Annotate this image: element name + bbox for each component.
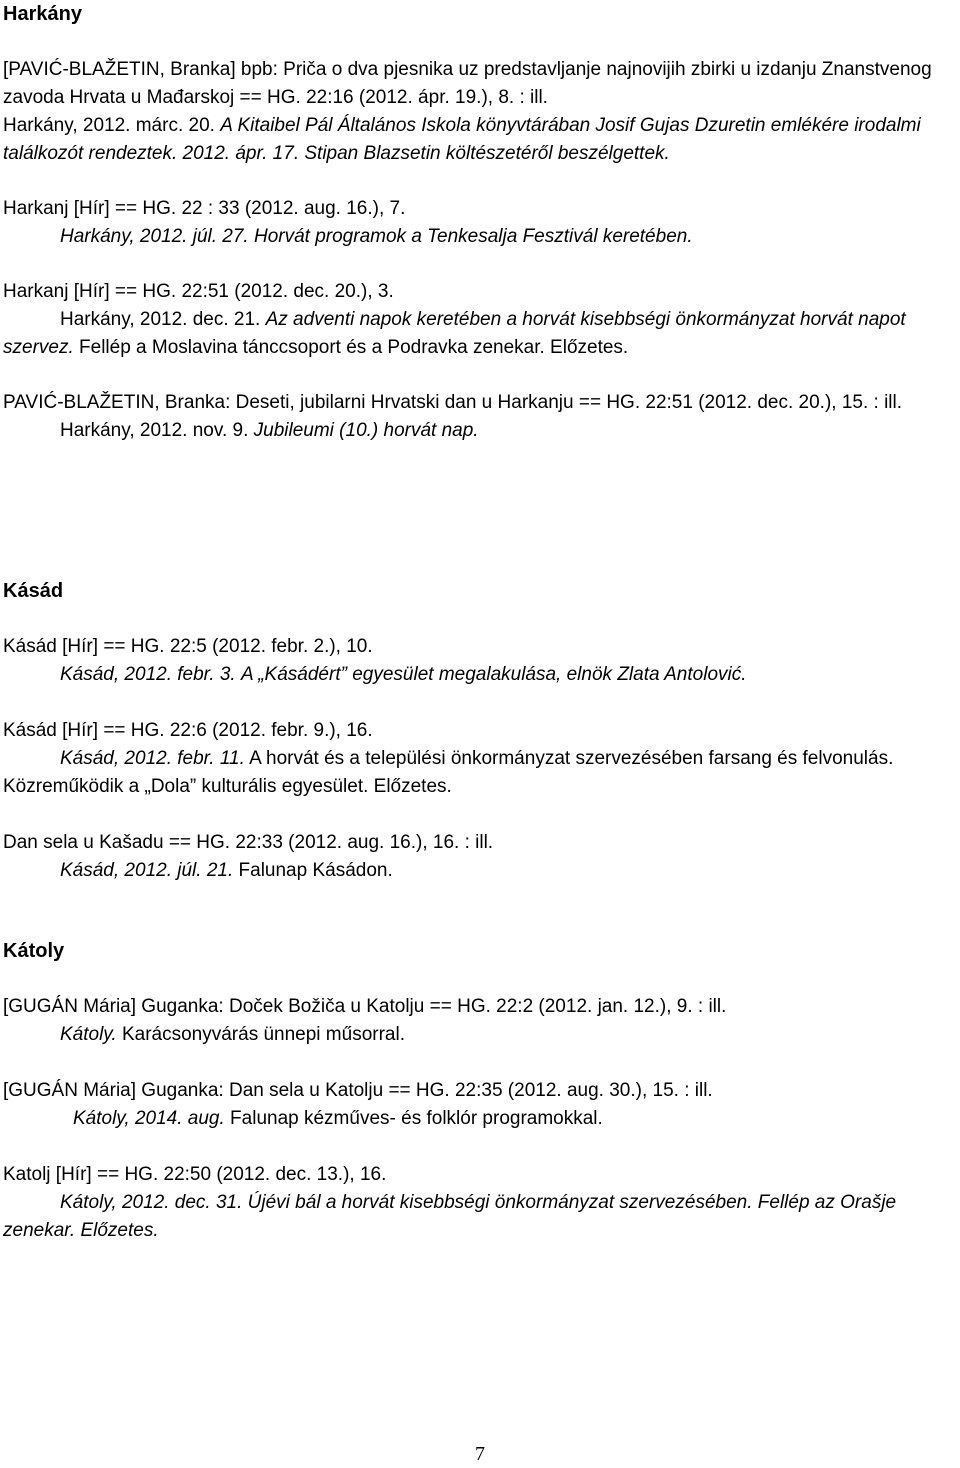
entry-annotation [3,857,953,885]
entry-citation: PAVIĆ-BLAŽETIN, Branka: Deseti, jubilarni Hrvatski dan u Harkanju == HG. 22:51 (2012. dec. 20.), 15. : ill. [3,392,903,413]
annotation-text: A horvát és a települési önkormányzat szervezésében farsang és felvonulás. Közreműködik a „Dola” kulturális egyesület. Előzetes. [3,748,894,797]
bibliography-entry [3,829,953,885]
annotation-text: Újévi bál a horvát kisebbségi önkormányzat szervezésében. Fellép az Orašje zenekar. Előzetes. [3,1192,897,1241]
annotation-lead: Kátoly, 2012. dec. 31. [60,1192,243,1213]
entry-annotation [3,745,953,801]
annotation-tail: Fellép a Moslavina tánccsoport és a Podravka zenekar. Előzetes. [79,337,629,358]
entry-annotation [3,112,953,168]
entry-annotation [3,1105,953,1133]
bibliography-entry [3,1077,953,1133]
entry-citation: Kásád [Hír] == HG. 22:5 (2012. febr. 2.), 10. [3,636,373,657]
bibliography-entry [3,633,953,689]
bibliography-entry [3,389,953,445]
entry-annotation [3,306,953,362]
annotation-lead: Kátoly, 2014. aug. [73,1108,225,1129]
entry-citation: Dan sela u Kašadu == HG. 22:33 (2012. aug. 16.), 16. : ill. [3,832,494,853]
annotation-lead: Harkány, 2012. dec. 21. [60,309,261,330]
bibliography-entry [3,993,953,1049]
section-katoly [3,937,953,1245]
annotation-lead: Harkány, 2012. márc. 20. [3,115,215,136]
annotation-text: A Kitaibel Pál Általános Iskola könyvtárában Josif Gujas Dzuretin emlékére irodalmi találkozót rendeztek. 2012. ápr. 17. Stipan Blazsetin költészetéről beszélgettek. [3,115,921,164]
annotation-lead: Harkány, 2012. nov. 9. [60,420,249,441]
bibliography-entry [3,195,953,251]
entry-annotation [3,417,953,445]
entry-annotation [3,1189,953,1245]
annotation-text: A „Kásádért” egyesület megalakulása, elnök Zlata Antolović. [240,664,747,685]
entry-citation: [GUGÁN Mária] Guganka: Dan sela u Katolju == HG. 22:35 (2012. aug. 30.), 15. : ill. [3,1080,713,1101]
annotation-text: Karácsonyvárás ünnepi műsorral. [121,1024,405,1045]
section-heading: Kátoly [3,940,65,962]
annotation-lead: Kásád, 2012. júl. 21. [60,860,234,881]
entry-citation: Katolj [Hír] == HG. 22:50 (2012. dec. 13.), 16. [3,1164,387,1185]
annotation-lead: Kátoly. [60,1024,117,1045]
section-kasad [3,577,953,885]
annotation-text: Falunap kézműves- és folklór programokkal. [230,1108,603,1129]
bibliography-entry [3,278,953,362]
bibliography-entry [3,717,953,801]
bibliography-entry [3,56,953,168]
annotation-lead: Kásád, 2012. febr. 11. [60,748,245,769]
entry-annotation: Harkány, 2012. júl. 27. Horvát programok a Tenkesalja Fesztivál keretében. [60,226,693,247]
annotation-lead: Kásád, 2012. febr. 3. [60,664,236,685]
section-heading: Harkány [3,3,82,25]
entry-annotation [3,1021,953,1049]
entry-citation: Harkanj [Hír] == HG. 22:51 (2012. dec. 20.), 3. [3,281,394,302]
entry-citation: [PAVIĆ-BLAŽETIN, Branka] bpb: Priča o dva pjesnika uz predstavljanje najnovijih zbirki u izdanju Znanstvenog zavoda Hrvata u Mađarskoj == HG. 22:16 (2012. ápr. 19.), 8. : ill. [3,59,932,108]
annotation-text: Falunap Kásádon. [238,860,393,881]
page-number: 7 [475,1443,485,1465]
entry-citation: Harkanj [Hír] == HG. 22 : 33 (2012. aug. 16.), 7. [3,198,406,219]
annotation-text: Az adventi napok keretében a horvát kisebbségi önkormányzat horvát napot szervez. [3,309,906,358]
section-harkany [3,0,953,445]
entry-citation: Kásád [Hír] == HG. 22:6 (2012. febr. 9.), 16. [3,720,373,741]
annotation-text: Jubileumi (10.) horvát nap. [253,420,479,441]
entry-citation: [GUGÁN Mária] Guganka: Doček Božiča u Katolju == HG. 22:2 (2012. jan. 12.), 9. : ill. [3,996,727,1017]
section-heading: Kásád [3,580,64,602]
entry-annotation [3,661,953,689]
bibliography-entry [3,1161,953,1245]
